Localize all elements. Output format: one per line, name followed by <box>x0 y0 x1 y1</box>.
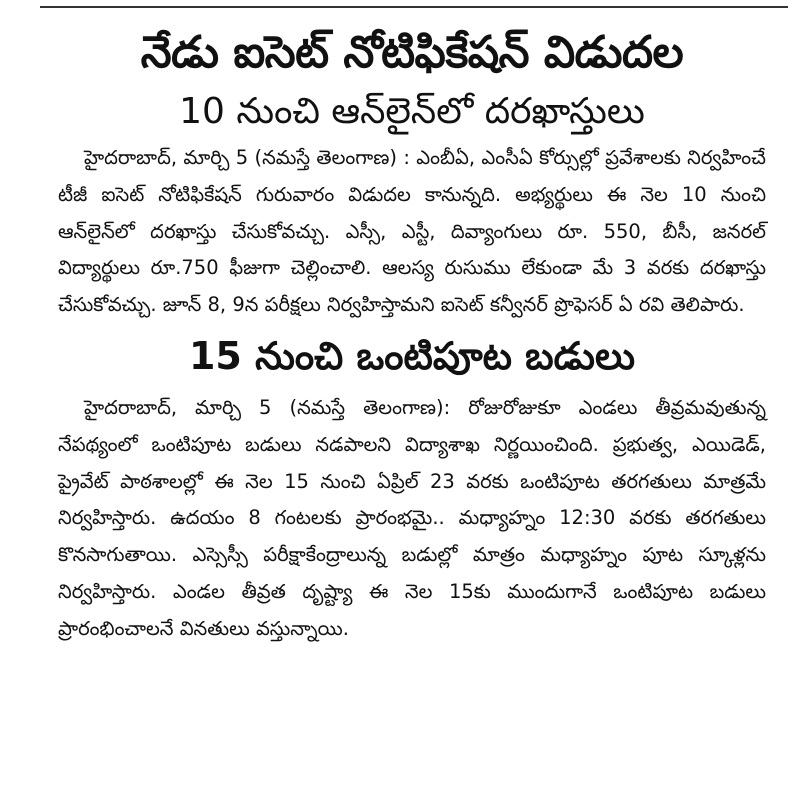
article-icet-notification <box>58 0 766 324</box>
article-headline: నేడు ఐసెట్ నోటిఫికేషన్ విడుదల <box>140 27 684 78</box>
article-half-day-schools <box>58 330 766 648</box>
article-headline: 15 నుంచి ఒంటిపూట బడులు <box>188 333 636 378</box>
article-subheadline: 10 నుంచి ఆన్‌లైన్‌లో దరఖాస్తులు <box>179 91 645 132</box>
article-body: హైదరాబాద్, మార్చి 5 (నమస్తే తెలంగాణ): రోజురోజుకూ ఎండలు తీవ్రమవుతున్న నేపథ్యంలో ఒంటిపూట బడులు నడపాలని విద్యాశాఖ నిర్ణయించింది. ప్రభుత్వ, ఎయిడెడ్, ప్రైవేట్ పాఠశాలల్లో ఈ నెల 15 నుంచి ఏప్రిల్ 23 వరకు ఒంటిపూట తరగతులు మాత్రమే నిర్వహిస్తారు. ఉదయం 8 గంటలకు ప్రారంభమై.. మధ్యాహ్నం 12:30 వరకు తరగతులు కొనసాగుతాయి. ఎస్సెస్సీ పరీక్షాకేంద్రాలున్న బడుల్లో మాత్రం మధ్యాహ్నం పూట స్కూళ్లను నిర్వహిస్తారు. ఎండల తీవ్రత దృష్ట్యా ఈ నెల 15కు ముందుగానే ఒంటిపూట బడులు ప్రారంభించాలనే వినతులు వస్తున్నాయి. <box>58 395 766 640</box>
top-divider <box>40 6 788 8</box>
article-body: హైదరాబాద్, మార్చి 5 (నమస్తే తెలంగాణ) : ఎంబీఏ, ఎంసీఏ కోర్సుల్లో ప్రవేశాలకు నిర్వహించే టీజీ ఐసెట్ నోటిఫికేషన్ గురువారం విడుదల కానున్నది. అభ్యర్థులు ఈ నెల 10 నుంచి ఆన్‌లైన్‌లో దరఖాస్తు చేసుకోవచ్చు. ఎస్సీ, ఎస్టీ, దివ్యాంగులు రూ. 550, బీసీ, జనరల్ విద్యార్థులు రూ.750 ఫీజుగా చెల్లించాలి. ఆలస్య రుసుము లేకుండా మే 3 వరకు దరఖాస్తు చేసుకోవచ్చు. జూన్ 8, 9న పరీక్షలు నిర్వహిస్తామని ఐసెట్ కన్వీనర్ ప్రొఫెసర్ ఏ రవి తెలిపారు. <box>58 146 766 317</box>
